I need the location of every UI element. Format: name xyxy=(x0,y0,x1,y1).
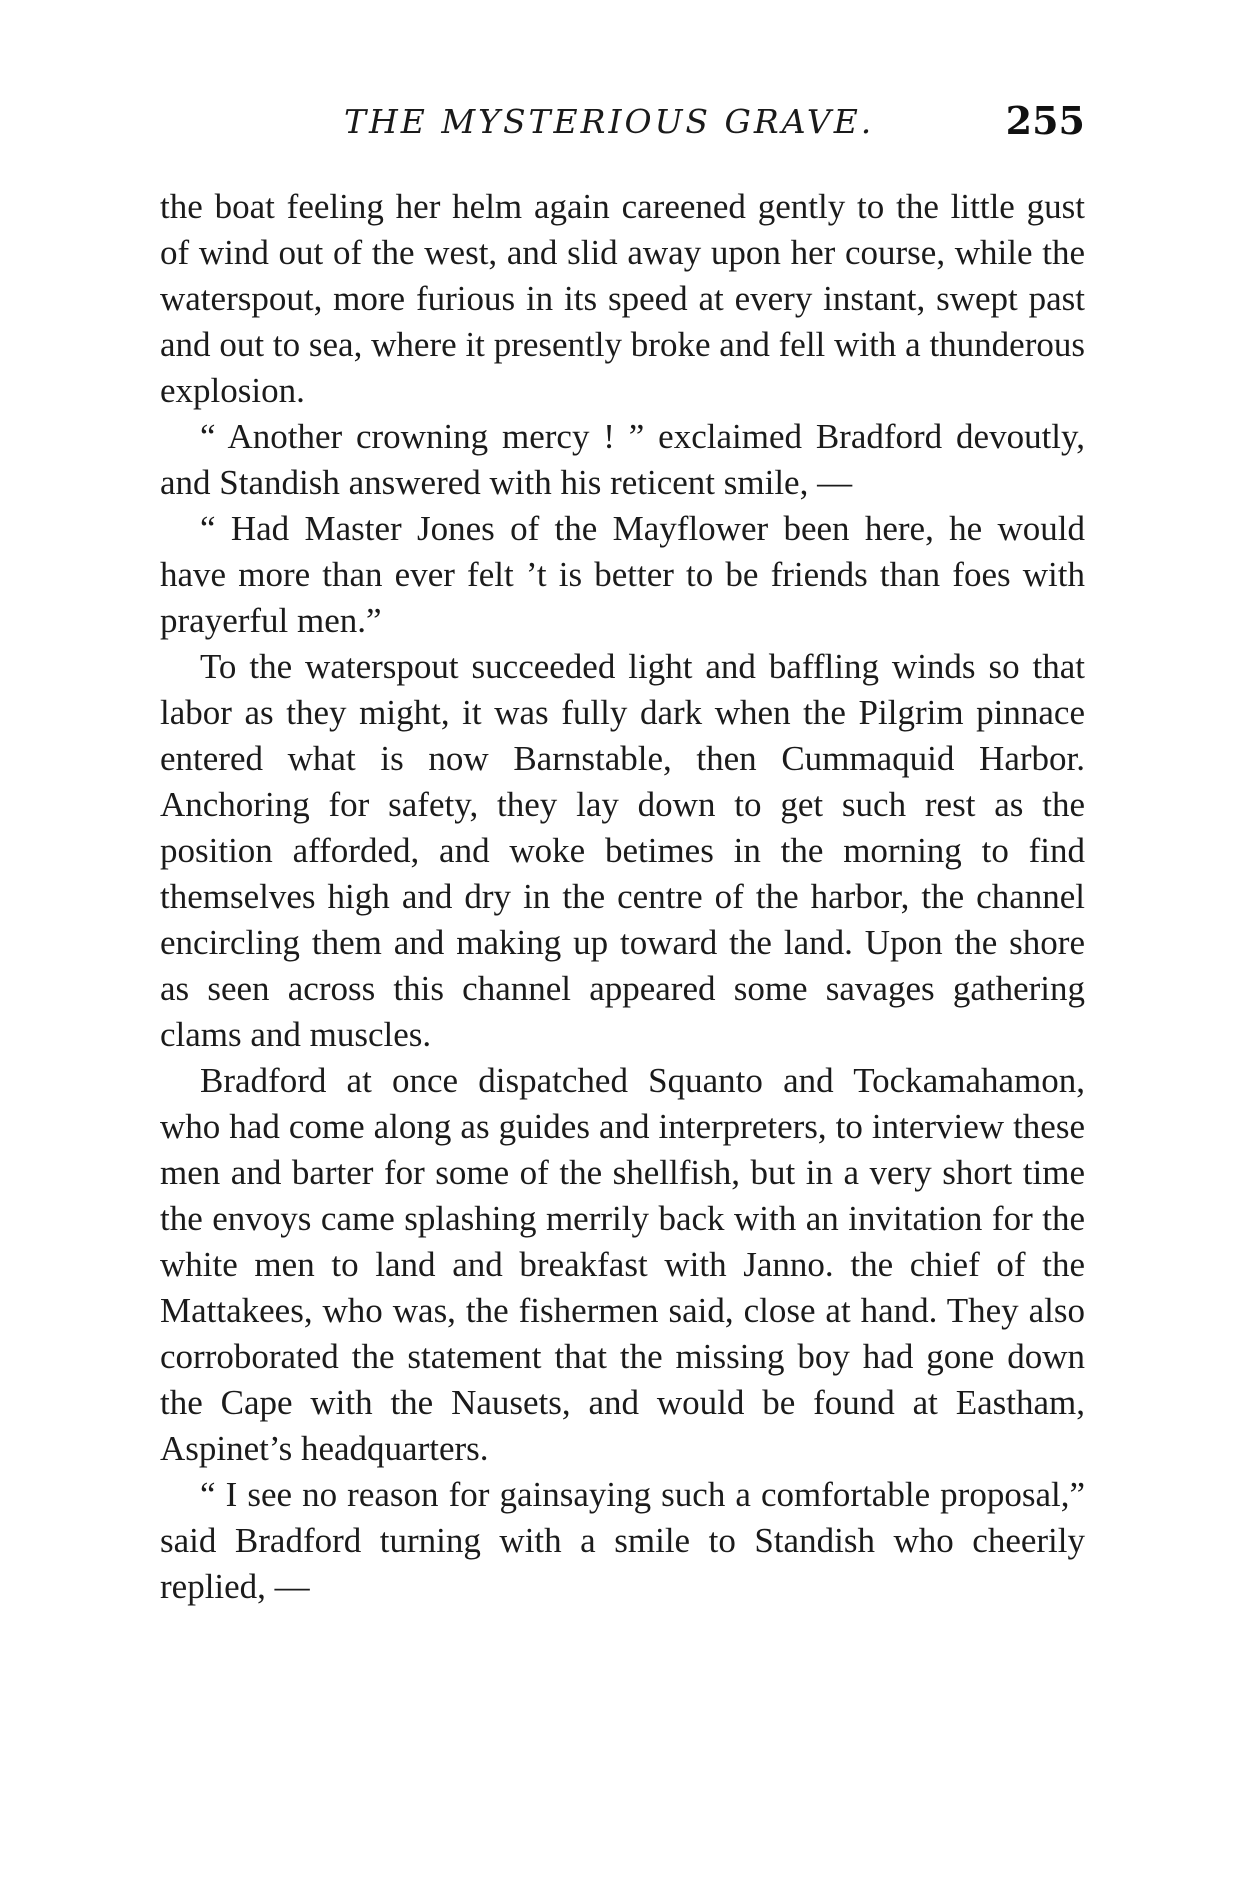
paragraph-standish-quote: “ Had Master Jones of the Mayflower been here, he would have more than ever felt ’t is better to be friends than foes with prayerful men.” xyxy=(160,509,1085,640)
page-header xyxy=(160,98,1085,148)
paragraph-squanto-envoys: Bradford at once dispatched Squanto and Tockamahamon, who had come along as guides and interpreters, to interview these men and barter for some of the shellfish, but in a very short time the envoys came splashing merrily back with an invitation for the white men to land and breakfast with Janno. the chief of the Mattakees, who was, the fishermen said, close at hand. They also corroborated the statement that the missing boy had gone down the Cape with the Nausets, and would be found at Eastham, Aspinet’s headquarters. xyxy=(160,1061,1085,1468)
body-text xyxy=(160,184,1085,1610)
paragraph-bradford-exclamation: “ Another crowning mercy ! ” exclaimed Bradford devoutly, and Standish answered with his reticent smile, — xyxy=(160,417,1085,502)
page-number: 255 xyxy=(1005,98,1085,143)
paragraph-bradford-proposal: “ I see no reason for gainsaying such a comfortable proposal,” said Bradford turning with a smile to Standish who cheerily replied, — xyxy=(160,1475,1085,1606)
paragraph-continued: the boat feeling her helm again careened gently to the little gust of wind out of the west, and slid away upon her course, while the waterspout, more furious in its speed at every instant, swept past and out to sea, where it presently broke and fell with a thunderous explosion. xyxy=(160,187,1085,410)
paragraph-cummaquid-harbor: To the waterspout succeeded light and baffling winds so that labor as they might, it was fully dark when the Pilgrim pinnace entered what is now Barnstable, then Cummaquid Harbor. Anchoring for safety, they lay down to get such rest as the position afforded, and woke betimes in the morning to find themselves high and dry in the centre of the harbor, the channel encircling them and making up toward the land. Upon the shore as seen across this channel appeared some savages gathering clams and muscles. xyxy=(160,647,1085,1054)
running-title: THE MYSTERIOUS GRAVE. xyxy=(344,102,875,141)
